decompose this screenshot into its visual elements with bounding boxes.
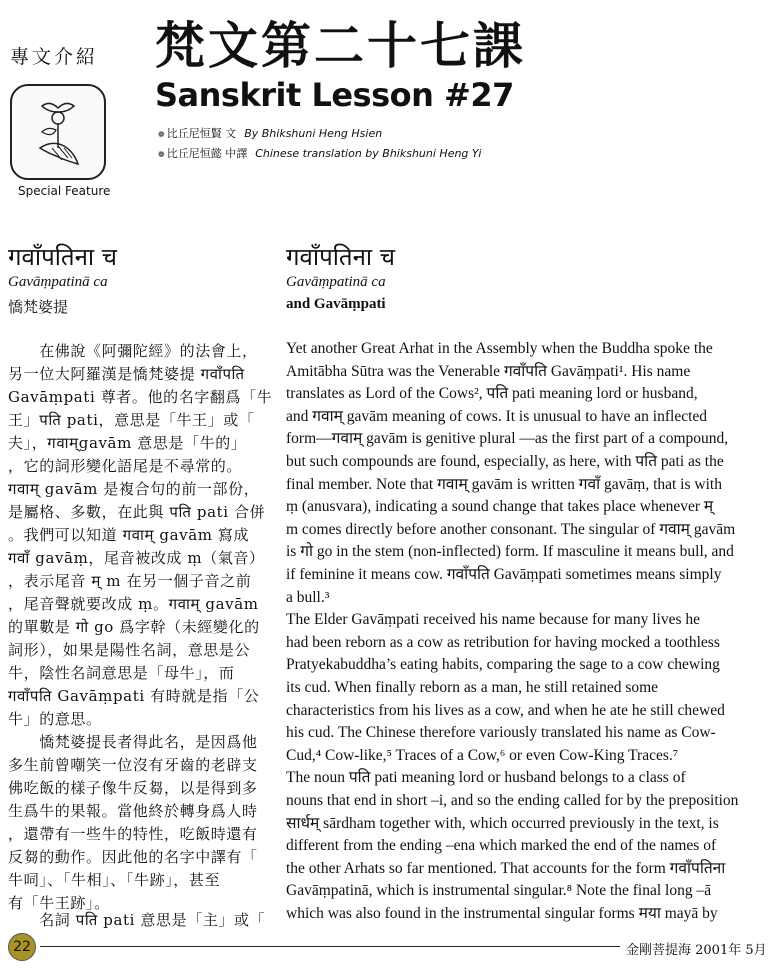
cn-text-line: 牛」的意思。 xyxy=(8,710,102,728)
en-text-line: Cud,⁴ Cow-like,⁵ Traces of a Cow,⁶ or even Cow-King Traces.⁷ xyxy=(286,746,679,764)
en-text-line: सार्धम् sārdham together with, which occurred previously in the text, is xyxy=(286,814,719,832)
feature-label-cn: 專文介紹 xyxy=(10,46,99,68)
en-text-line: but such compounds are found, especially, as here, with पति pati as the xyxy=(286,453,724,470)
translator-credit-cn: 比丘尼恒懿 中譯 xyxy=(166,147,248,160)
cn-text-line: ，它的詞形變化語尾是不尋常的。 xyxy=(8,457,243,475)
en-text-line: The noun पति pati meaning lord or husband belongs to a class of xyxy=(286,769,686,787)
en-text-line: and गवाम् gavām meaning of cows. It is unusual to have an inflected xyxy=(286,407,708,425)
left-heading-cn: 憍梵婆提 xyxy=(8,298,69,316)
en-text-line: Amitābha Sūtra was the Venerable गवाँपति Gavāṃpati¹. His name xyxy=(286,362,691,380)
en-text-line: Yet another Great Arhat in the Assembly when the Buddha spoke the xyxy=(286,340,713,357)
cn-text-line: Gavāṃpati 尊者。他的名字翻爲「牛 xyxy=(8,388,273,406)
cn-text-line: 有「牛王跡」。 xyxy=(8,894,110,912)
author-credit-en: By Bhikshuni Heng Hsien xyxy=(244,127,383,140)
en-text-line: characteristics from his lives as a cow, and when he ate he still chewed xyxy=(286,701,725,719)
en-text-line: The Elder Gavāṃpati received his name because for many lives he xyxy=(286,611,701,629)
en-text-line: his cud. The Chinese therefore variously translated his name as Cow- xyxy=(286,724,716,742)
cn-text-line: 是屬格、多數，在此與 पति pati 合併 xyxy=(8,503,266,521)
en-text-line: a bull.³ xyxy=(286,588,330,606)
author-credit xyxy=(158,125,382,141)
cn-text-line: गवाम् gavām 是複合句的前一部份， xyxy=(8,480,260,498)
en-text-line: had been reborn as a cow as retribution for having mocked a toothless xyxy=(286,633,720,651)
cn-text-line: गवाँ gavāṃ，尾音被改成 ṃ（氣音） xyxy=(8,549,265,567)
cn-text-line: गवाँपति Gavāṃpati 有時就是指「公 xyxy=(8,687,260,705)
lotus-flower-icon xyxy=(12,86,104,178)
cn-text-line: 多生前曾嘲笑一位沒有牙齒的老辟支 xyxy=(8,756,258,774)
cn-text-line: 。我們可以知道 गवाम् gavām 寫成 xyxy=(8,526,250,544)
cn-text-line: 王」पति pati，意思是「牛王」或「 xyxy=(8,411,255,429)
en-text-line: which was also found in the instrumental singular forms मया mayā by xyxy=(286,905,718,922)
cn-text-line: 牛，陰性名詞意思是「母牛」，而 xyxy=(8,664,235,682)
en-text-line: form—गवाम् gavām is genitive plural —as the first part of a compound, xyxy=(286,430,729,448)
cn-text-line: 憍梵婆提長者得此名，是因爲他 xyxy=(8,733,258,751)
left-heading-devanagari: गवाँपतिना च xyxy=(8,243,118,271)
en-text-line: different from the ending –ena which marked the end of the names of xyxy=(286,837,717,855)
left-heading-translit: Gavāṃpatinā ca xyxy=(8,274,108,290)
en-text-line: translates as Lord of the Cows², पति pati meaning lord or husband, xyxy=(286,385,698,403)
cn-text-line: 的單數是 गो go 爲字幹（未經變化的 xyxy=(8,618,260,636)
right-heading-en: and Gavāṃpati xyxy=(286,296,386,312)
page-number: 22 xyxy=(8,933,36,961)
footer-divider xyxy=(40,946,620,947)
translator-credit xyxy=(158,145,482,161)
cn-text-line: 另一位大阿羅漢是憍梵婆提 गवाँपति xyxy=(8,365,245,383)
en-text-line: Pratyekabuddha’s eating habits, comparing the sage to a cow chewing xyxy=(286,656,720,674)
cn-text-line: ，還帶有一些牛的特性，吃飯時還有 xyxy=(8,825,258,843)
en-text-line: ṃ (anusvara), indicating a sound change that takes place whenever म् xyxy=(286,498,714,516)
cn-text-line: 詞形），如果是陽性名詞，意思是公 xyxy=(8,641,251,659)
cn-text-line: ，尾音聲就要改成 ṃ。गवाम् gavām xyxy=(8,595,259,613)
cn-text-line: 在佛說《阿彌陀經》的法會上， xyxy=(8,342,258,360)
cn-text-line: 生爲牛的果報。當他終於轉身爲人時 xyxy=(8,802,258,820)
en-text-line: is गो go in the stem (non-inflected) form. If masculine it means bull, and xyxy=(286,543,734,561)
bullet-icon: ❁ xyxy=(158,150,165,159)
page-title-en: Sanskrit Lesson #27 xyxy=(155,76,514,114)
en-text-line: the other Arhats so far mentioned. That accounts for the form गवाँपतिना xyxy=(286,859,726,877)
cn-text-line: 佛吃飯的樣子像牛反芻，以是得到多 xyxy=(8,779,258,797)
page-title-cn: 梵文第二十七課 xyxy=(155,16,526,75)
en-text-line: nouns that end in short –i, and so the ending called for by the preposition xyxy=(286,792,739,809)
cn-text-line: 反芻的動作。因此他的名字中譯有「 xyxy=(8,848,258,866)
en-text-line: its cud. When finally reborn as a man, he still retained some xyxy=(286,679,659,696)
cn-text-line: 名詞 पति pati 意思是「主」或「 xyxy=(8,911,266,929)
cn-text-line: 牛呞」、「牛相」、「牛跡」，甚至 xyxy=(8,871,221,889)
right-heading-devanagari: गवाँपतिना च xyxy=(286,243,396,271)
en-text-line: if feminine it means cow. गवाँपति Gavāṃpati sometimes means simply xyxy=(286,566,722,583)
lotus-logo xyxy=(10,84,106,180)
bullet-icon: ❁ xyxy=(158,130,165,139)
author-credit-cn: 比丘尼恒賢 文 xyxy=(166,127,237,140)
translator-credit-en: Chinese translation by Bhikshuni Heng Yi xyxy=(255,147,482,160)
cn-text-line: ，表示尾音 म् m 在另一個子音之前 xyxy=(8,572,252,590)
right-heading-translit: Gavāṃpatinā ca xyxy=(286,274,386,290)
cn-text-line: 夫」，गवाम्gavām 意思是「牛的」 xyxy=(8,434,247,452)
en-text-line: Gavāṃpatinā, which is instrumental singular.⁸ Note the final long –ā xyxy=(286,882,712,900)
feature-label-en: Special Feature xyxy=(18,184,111,198)
en-text-line: final member. Note that गवाम् gavām is written गवाँ gavāṃ, that is with xyxy=(286,475,722,493)
publication-info: 金剛菩提海 2001年 5月 xyxy=(626,943,767,958)
en-text-line: m comes directly before another consonant. The singular of गवाम् gavām xyxy=(286,520,736,538)
